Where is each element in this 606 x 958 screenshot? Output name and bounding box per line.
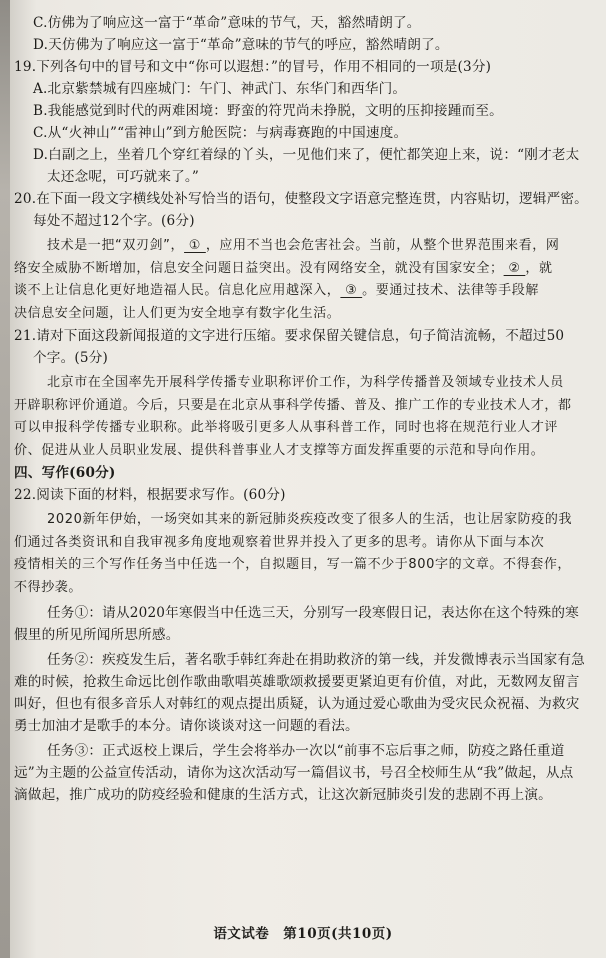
page-footer: 语文试卷 第10页(共10页): [213, 926, 393, 942]
q21-passage-line-3: 可以申报科学传播专业职称。此举将吸引更多人从事科普工作，同时也将在规范行业人才评: [14, 420, 559, 435]
task-3-line-3: 滴做起，推广成功的防疫经验和健康的生活方式，让这次新冠肺炎引发的悲剧不再上演。: [14, 787, 552, 803]
q20-passage-line-3: 谈不上让信息化更好地造福人民。信息化应用越深入， ③ 。要通过技术、法律等手段解: [14, 283, 539, 298]
q20-passage-line-2: 络安全威胁不断增加，信息安全问题日益突出。没有网络安全，就没有国家安全； ② ，就: [14, 260, 553, 276]
q19-option-b: B.我能感觉到时代的两难困境：野蛮的符咒尚未挣脱，文明的压抑接踵而至。: [33, 103, 503, 119]
page-binding-edge: [0, 0, 10, 958]
task-2-line-2: 难的时候，抢救生命远比创作歌曲歌唱英雄歌颂救援要更紧迫更有价值，对此，无数网友留言: [14, 674, 580, 690]
q20-stem: 20.在下面一段文字横线处补写恰当的语句，使整段文字语意完整连贯，内容贴切，逻辑严密。: [14, 191, 588, 207]
section-writing-heading: 四、写作(60分): [14, 465, 116, 481]
q22-passage-line-1: 2020新年伊始，一场突如其来的新冠肺炎疾疫改变了很多人的生活，也让居家防疫的我: [47, 512, 573, 527]
q21-stem: 21.请对下面这段新闻报道的文字进行压缩。要求保留关键信息，句子简洁流畅，不超过50: [14, 328, 565, 344]
q21-passage-line-2: 开辟职称评价通道。今后，只要是在北京从事科学传播、普及、推广工作的专业技术人才，都: [14, 397, 572, 413]
q22-stem: 22.阅读下面的材料，根据要求写作。(60分): [14, 487, 286, 503]
q20-stem-cont: 每处不超过12个字。(6分): [33, 213, 195, 229]
q20-passage-line-1: 技术是一把“双刃剑”， ① ，应用不当也会危害社会。当前，从整个世界范围来看，网: [47, 238, 560, 253]
task-1-line-1: 任务①：请从2020年寒假当中任选三天，分别写一段寒假日记，表达你在这个特殊的寒: [47, 605, 579, 621]
q22-passage-line-3: 疫情相关的三个写作任务当中任选一个，自拟题目，写一篇不少于800字的文章。不得套作，: [14, 557, 572, 572]
q19-option-d: D.白副之上，坐着几个穿红着绿的丫头，一见他们来了，便忙都笑迎上来，说：“刚才老太: [33, 147, 580, 163]
q22-passage-line-4: 不得抄袭。: [14, 579, 83, 595]
q18-option-c: C.仿佛为了响应这一富于“革命”意味的节气，天，豁然晴朗了。: [33, 15, 421, 31]
q19-option-c: C.从“火神山”“雷神山”到方舱医院：与病毒赛跑的中国速度。: [33, 125, 408, 141]
q19-stem: 19.下列各句中的冒号和文中“你可以遐想：”的冒号，作用不相同的一项是(3分): [14, 59, 492, 75]
task-3-line-1: 任务③：正式返校上课后，学生会将举办一次以“前事不忘后事之师，防疫之路任重道: [47, 743, 565, 759]
q21-stem-cont: 个字。(5分): [33, 350, 109, 366]
q21-passage-line-4: 价、促进从业人员职业发展、提供科普事业人才支撑等方面发挥重要的示范和导向作用。: [14, 442, 545, 458]
q20-blank-1: ①: [184, 238, 206, 253]
q18-option-d: D.天仿佛为了响应这一富于“革命”意味的节气的呼应，豁然晴朗了。: [33, 37, 449, 53]
q22-passage-line-2: 们通过各类资讯和自我审视多角度地观察着世界并投入了更多的思考。请你从下面与本次: [14, 534, 545, 550]
q19-option-d-cont: 太还念呢，可巧就来了。”: [47, 169, 200, 185]
task-2-line-4: 勇士加油才是歌手的本分。请你谈谈对这一问题的看法。: [14, 718, 359, 734]
task-1-line-2: 假里的所见所闻所思所感。: [14, 627, 180, 643]
q20-blank-2: ②: [503, 260, 526, 276]
exam-content: [14, 12, 600, 806]
task-3-line-2: 远”为主题的公益宣传活动，请你为这次活动写一篇倡议书，号召全校师生从“我”做起，从点: [14, 765, 574, 781]
q20-passage-line-4: 决信息安全问题，让人们更为安全地享有数字化生活。: [14, 305, 341, 321]
q19-option-a: A.北京紫禁城有四座城门：午门、神武门、东华门和西华门。: [33, 81, 407, 97]
q20-blank-3: ③: [340, 283, 363, 298]
task-2-line-1: 任务②：疾疫发生后，著名歌手韩红奔赴在捐助救济的第一线，并发微博表示当国家有急: [47, 652, 585, 668]
q21-passage-line-1: 北京市在全国率先开展科学传播专业职称评价工作，为科学传播普及领域专业技术人员: [47, 375, 564, 390]
task-2-line-3: 叫好，但也有很多音乐人对韩红的观点提出质疑，认为通过爱心歌曲为受灾民众祝福、为救灾: [14, 696, 580, 712]
